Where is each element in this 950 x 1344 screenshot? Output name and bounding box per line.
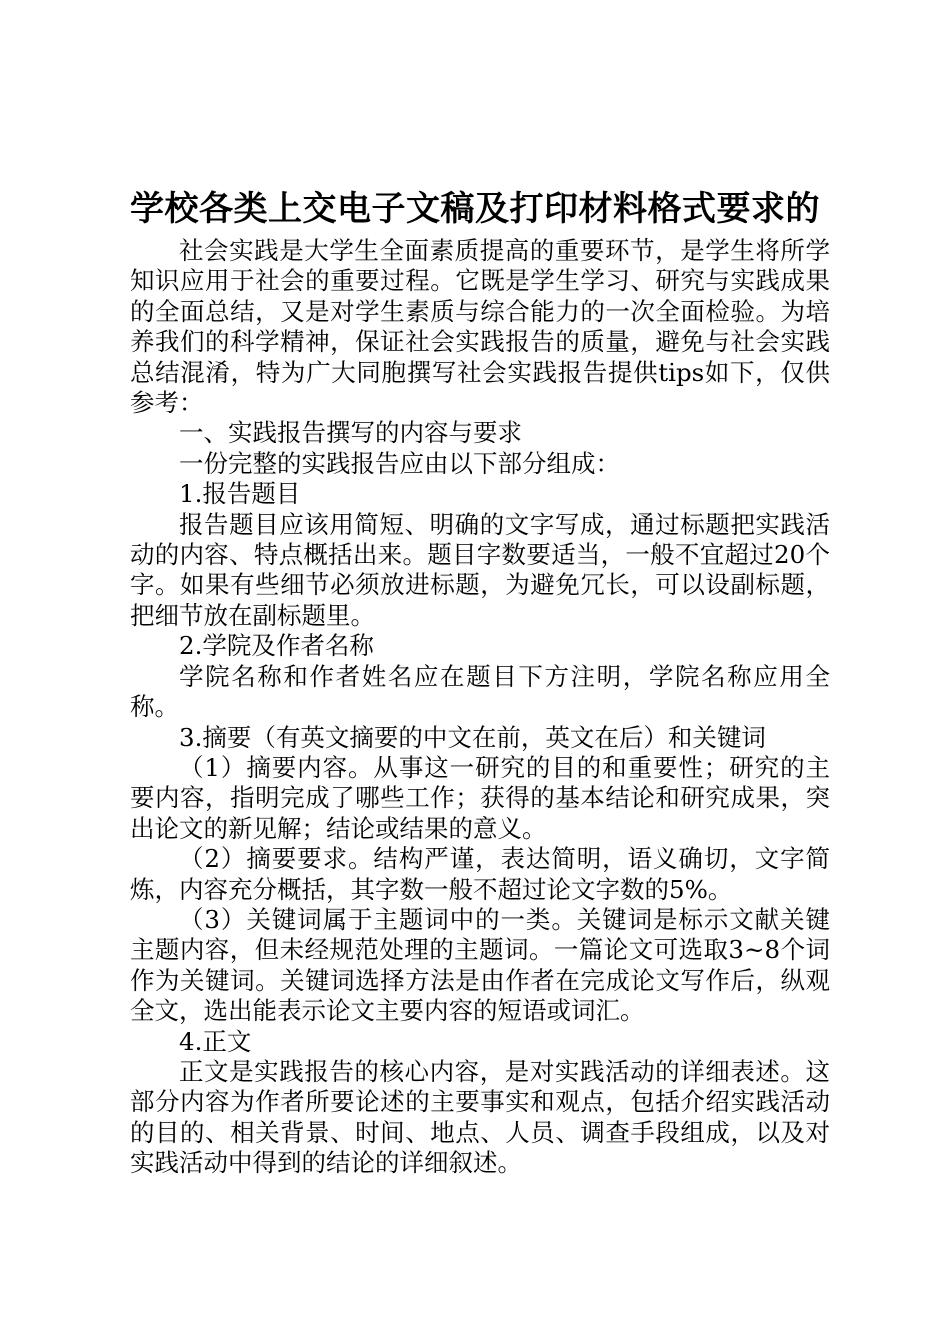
subheading-college-author: 2.学院及作者名称	[179, 631, 374, 661]
paragraph-abstract-content: （1）摘要内容。从事这一研究的目的和重要性；研究的主要内容，指明完成了哪些工作；获得的基本结论和研究成果，突出论文的新见解；结论或结果的意义。	[130, 752, 830, 843]
subheading-report-title: 1.报告题目	[179, 479, 301, 509]
paragraph-college-author: 学院名称和作者姓名应在题目下方注明，学院名称应用全称。	[130, 661, 830, 722]
paragraph-intro: 社会实践是大学生全面素质提高的重要环节，是学生将所学知识应用于社会的重要过程。它既是学生学习、研究与实践成果的全面总结，又是对学生素质与综合能力的一次全面检验。为培养我们的科学精神，保证社会实践报告的质量，避免与社会实践总结混淆，特为广大同胞撰写社会实践报告提供tips如下，仅供参考：	[130, 236, 830, 418]
paragraph-main-text: 正文是实践报告的核心内容，是对实践活动的详细表述。这部分内容为作者所要论述的主要事实和观点，包括介绍实践活动的目的、相关背景、时间、地点、人员、调查手段组成，以及对实践活动中得到的结论的详细叙述。	[130, 1056, 830, 1178]
subheading-main-text: 4.正文	[179, 1026, 252, 1056]
paragraph-keywords: （3）关键词属于主题词中的一类。关键词是标示文献关键主题内容，但未经规范处理的主题词。一篇论文可选取3~8个词作为关键词。关键词选择方法是由作者在完成论文写作后，纵观全文，选出能表示论文主要内容的短语或词汇。	[130, 904, 830, 1026]
document-body	[130, 236, 830, 1179]
section-heading-content-requirements: 一、实践报告撰写的内容与要求	[179, 418, 522, 448]
paragraph-report-title: 报告题目应该用简短、明确的文字写成，通过标题把实践活动的内容、特点概括出来。题目字数要适当，一般不宜超过20个字。如果有些细节必须放进标题，为避免冗长，可以设副标题，把细节放在副标题里。	[130, 509, 830, 630]
subheading-abstract-keywords: 3.摘要（有英文摘要的中文在前，英文在后）和关键词	[179, 722, 766, 752]
document-page	[130, 186, 830, 1179]
paragraph-components: 一份完整的实践报告应由以下部分组成：	[179, 448, 620, 478]
paragraph-abstract-requirements: （2）摘要要求。结构严谨，表达简明，语义确切，文字简炼，内容充分概括，其字数一般不超过论文字数的5%。	[130, 844, 830, 904]
document-title: 学校各类上交电子文稿及打印材料格式要求的	[130, 189, 820, 229]
